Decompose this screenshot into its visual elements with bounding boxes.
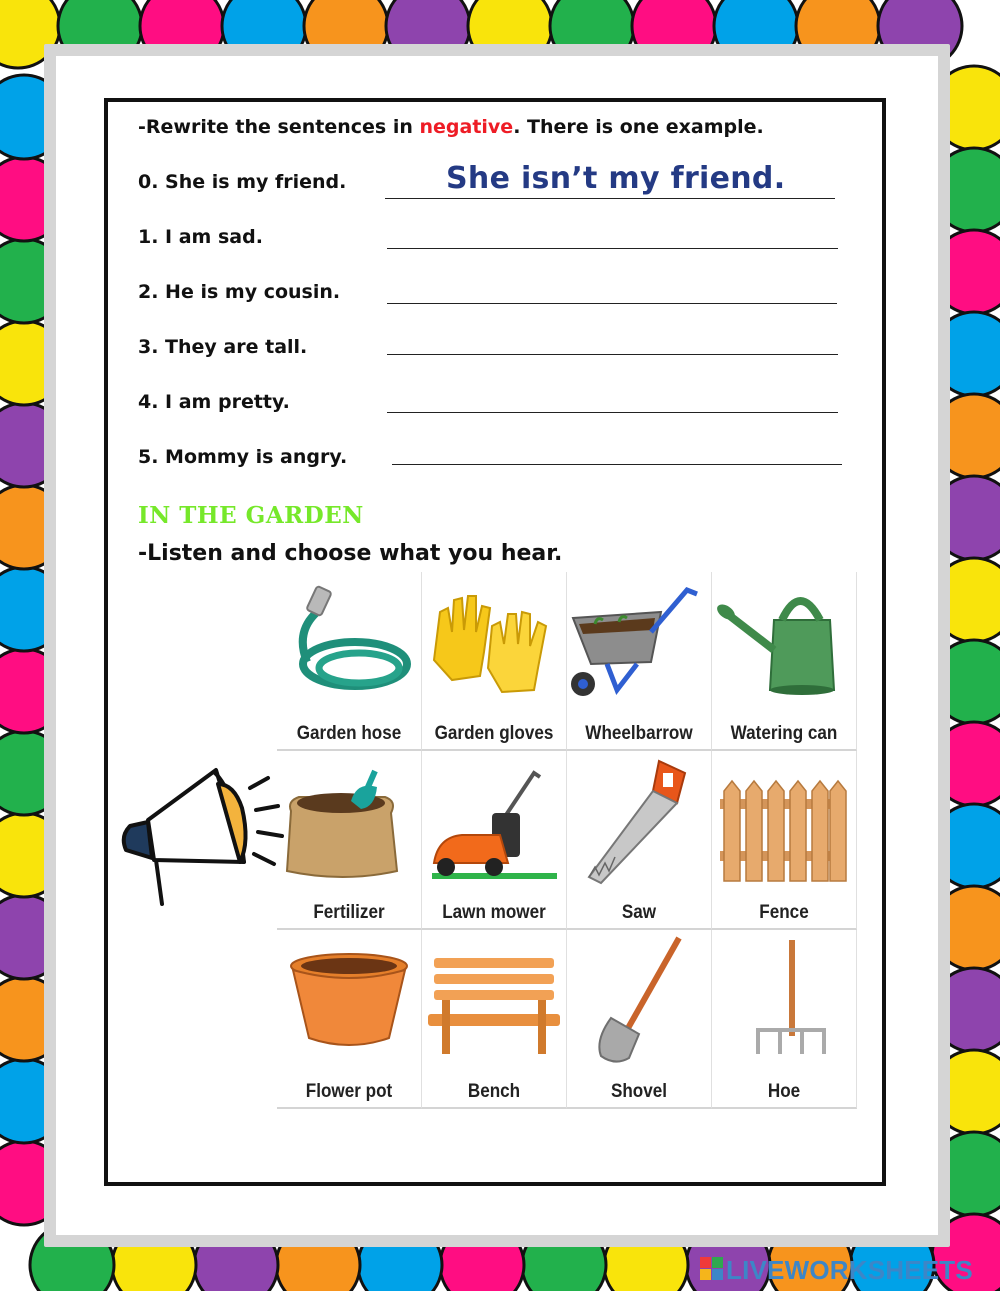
item-label: Fertilizer (313, 902, 385, 923)
lawn-mower-icon (422, 751, 567, 896)
option-shovel[interactable] (567, 930, 712, 1109)
bench-icon (422, 930, 567, 1075)
item-label: Bench (467, 1081, 521, 1102)
sentence-1: 1. I am sad. (138, 226, 263, 248)
megaphone-icon[interactable] (118, 762, 288, 917)
section-title: IN THE GARDEN (138, 502, 364, 529)
option-watering-can[interactable] (712, 572, 857, 751)
item-label: Garden gloves (434, 723, 554, 744)
option-fence[interactable] (712, 751, 857, 930)
option-wheelbarrow[interactable] (567, 572, 712, 751)
sentence-3: 3. They are tall. (138, 336, 308, 358)
shovel-icon (567, 930, 712, 1075)
brand-text: LIVEWORKSHEETS (726, 1255, 973, 1285)
answer-line-2[interactable] (387, 303, 837, 304)
item-label: Lawn mower (442, 902, 546, 923)
sentence-5: 5. Mommy is angry. (138, 446, 348, 468)
instruction-text-end: . There is one example. (513, 116, 764, 138)
rewrite-instruction (138, 116, 764, 138)
garden-gloves-icon (422, 572, 567, 717)
answer-line-4[interactable] (387, 412, 838, 413)
option-bench[interactable] (422, 930, 567, 1109)
answer-line-3[interactable] (387, 354, 838, 355)
item-label: Saw (621, 902, 657, 923)
answer-line-0 (385, 198, 835, 199)
option-hoe[interactable] (712, 930, 857, 1109)
wheelbarrow-icon (567, 572, 712, 717)
watering-can-icon (712, 572, 857, 717)
brand-logo (700, 1255, 996, 1285)
item-label: Fence (759, 902, 809, 923)
answer-line-5[interactable] (392, 464, 842, 465)
option-saw[interactable] (567, 751, 712, 930)
fertilizer-icon (277, 751, 422, 896)
item-label: Flower pot (305, 1081, 393, 1102)
example-answer: She isn’t my friend. (446, 161, 786, 196)
garden-hose-icon (277, 572, 422, 717)
brand-mark-icon (700, 1255, 724, 1285)
option-flower-pot[interactable] (277, 930, 422, 1109)
item-label: Wheelbarrow (585, 723, 693, 744)
answer-line-1[interactable] (387, 248, 838, 249)
option-lawn-mower[interactable] (422, 751, 567, 930)
flower-pot-icon (277, 930, 422, 1075)
item-label: Hoe (767, 1081, 801, 1102)
negative-highlight: negative (419, 116, 514, 138)
listen-instruction: -Listen and choose what you hear. (138, 541, 563, 566)
option-garden-gloves[interactable] (422, 572, 567, 751)
instruction-text: -Rewrite the sentences in (138, 116, 420, 138)
option-garden-hose[interactable] (277, 572, 422, 751)
fence-icon (712, 751, 857, 896)
sentence-0: 0. She is my friend. (138, 171, 347, 193)
item-label: Watering can (730, 723, 838, 744)
option-fertilizer[interactable] (277, 751, 422, 930)
item-label: Shovel (610, 1081, 668, 1102)
item-label: Garden hose (296, 723, 402, 744)
garden-items-grid (277, 572, 858, 1110)
saw-icon (567, 751, 712, 896)
sentence-2: 2. He is my cousin. (138, 281, 341, 303)
sentence-4: 4. I am pretty. (138, 391, 290, 413)
hoe-icon (712, 930, 857, 1075)
